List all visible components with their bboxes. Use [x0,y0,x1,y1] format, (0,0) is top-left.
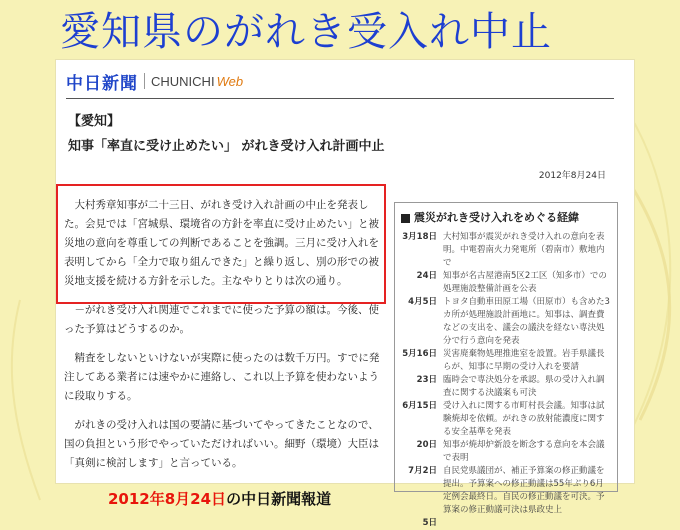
timeline-row [401,296,611,348]
chunichi-web-logo [66,70,243,92]
timeline-text [443,517,611,530]
paragraph: がれきの受け入れは国の要請に基づいてやってきたことなので、国の負担という形でやっていただければいい。細野（環境）大臣は「真剣に検討します」と言っている。 [64,419,379,469]
article-headline: 知事「率直に受け止めたい」 がれき受け入れ計画中止 [68,139,385,154]
article-region: 【愛知】 [68,114,121,129]
timeline-row [401,517,611,530]
sidebar-title: 震災がれき受け入れをめぐる経緯 [401,209,611,225]
timeline-row [401,465,611,517]
paragraph: 大村秀章知事が二十三日、がれき受け入れ計画の中止を発表した。会見では「宮城県、環境省の方針を率直に受け止めたい」と被災地の意向を尊重しての判断であることを強調。三月に受け入れを表明してから「全力で取り組んできた」と繰り返し、別の形での被災地支援を続ける方針を示した。主なやりとりは次の通り。 [64,199,379,287]
caption-date: 2012年8月24日 [108,490,227,508]
timeline-text: 受け入れに関する市町村長会議。知事は試験焼却を依頼。がれきの放射能濃度に関する安全基準を発表 [443,401,605,437]
timeline-row [401,231,611,270]
timeline-text: 災害廃棄物処理推進室を設置。岩手県議長らが、知事に早期の受け入れを要請 [443,349,605,372]
timeline-date: 6月15日 [402,401,437,411]
timeline-date: 5月16日 [402,349,437,359]
slide-title: 愛知県のがれき受入れ中止 [60,9,552,55]
logo-japanese: 中日新聞 [66,73,138,94]
timeline-date: 3月18日 [402,232,437,242]
paragraph: －がれき受け入れ関連でこれまでに使った予算の額は。今後、使った予算はどうするのか。 [64,304,379,335]
timeline-date: 7月2日 [408,466,437,476]
timeline-text: 知事が名古屋港南5区2工区（知多市）での処理施設整備計画を公表 [443,271,607,294]
timeline-date: 24日 [416,271,437,281]
slide-caption [108,488,331,509]
timeline-row [401,439,611,465]
timeline-row [401,374,611,400]
timeline-date: 20日 [416,440,437,450]
timeline-date: 23日 [416,375,437,385]
timeline-row [401,270,611,296]
timeline-text: 知事が焼却炉新設を断念する意向を本会議で表明 [443,440,605,463]
header-rule [66,98,614,99]
timeline-list [401,231,611,530]
timeline-text: トヨタ自動車田原工場（田原市）も含めた3カ所が処理施設計画地に。知事は、調査費などの支出を、議会の議決を経ない専決処分で行う意向を発表 [443,297,610,346]
timeline-sidebar [394,202,618,528]
timeline-text: 大村知事が震災がれき受け入れの意向を表明。中電碧南火力発電所（碧南市）敷地内で [443,232,605,268]
logo-divider [144,73,145,89]
logo-web: Web [216,73,244,89]
article-date: 2012年8月24日 [538,171,606,181]
timeline-row [401,400,611,439]
timeline-text: 自民党県議団が、補正予算案の修正動議を提出。予算案への修正動議は55年ぶり6月定例会最終日。自民の修正動議を可決。予算案の修正動議可決は県政史上 [443,466,605,515]
square-bullet-icon [401,214,410,223]
timeline-date: 5日 [422,518,437,528]
timeline-date: 4月5日 [408,297,437,307]
caption-source: の中日新聞報道 [226,490,332,508]
logo-english: CHUNICHI [151,73,215,89]
article-body [64,196,382,483]
timeline-row [401,348,611,374]
paragraph: 精査をしないといけないが実際に使ったのは数千万円。すでに発注してある業者には速やかに連絡し、これ以上予算を使わないように段取りする。 [64,352,380,402]
timeline-text: 臨時会で専決処分を承認。県の受け入れ調査に関する決議案も可決 [443,375,605,398]
